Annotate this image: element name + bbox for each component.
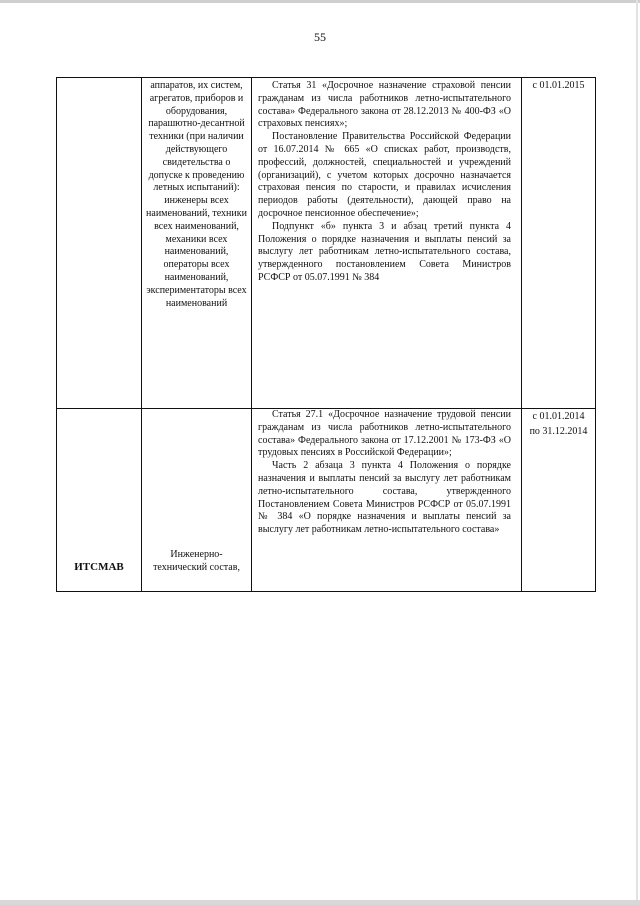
table-row — [57, 409, 596, 592]
table-row — [57, 78, 596, 409]
basis-paragraph: Часть 2 абзаца 3 пункта 4 Положения о порядке назначения и выплаты пенсий за выслугу лет работникам летно-испытательного состава, утвержденного Постановлением Совета Министров РСФСР от 05.07.1991 № 384 «О порядке назначения и выплаты пенсий за выслугу лет работникам летно-испытательного состава» — [258, 460, 511, 536]
scan-edge-bottom — [0, 900, 640, 905]
basis-paragraph: Статья 27.1 «Досрочное назначение трудовой пенсии гражданам из числа работников летно-испытательного состава» Федерального закона от 17.12.2001 № 173-ФЗ «О трудовых пенсиях в Российской Федерации»; — [258, 409, 511, 459]
organization-code: ИТСМАВ — [74, 561, 124, 573]
date-cell — [522, 409, 596, 592]
date-end: по 31.12.2014 — [529, 425, 588, 437]
legal-basis-cell — [252, 409, 522, 592]
registry-table — [56, 77, 596, 592]
legal-basis-text — [252, 78, 521, 285]
profession-cell — [142, 409, 252, 592]
profession-cell — [142, 78, 252, 409]
scan-edge-right — [636, 0, 638, 905]
scan-edge-top — [0, 0, 640, 3]
date-end — [522, 93, 595, 95]
date-cell — [522, 78, 596, 409]
basis-paragraph: Подпункт «б» пункта 3 и абзац третий пункта 4 Положения о порядке назначения и выплаты пенсий за выслугу лет работникам летно-испытательного состава, утвержденного постановлением Совета Министров РСФСР от 05.07.1991 № 384 — [258, 220, 511, 283]
date-start: с 01.01.2014 — [532, 411, 585, 422]
organization-cell — [57, 78, 142, 409]
legal-basis-text — [252, 409, 521, 537]
basis-paragraph: Статья 31 «Досрочное назначение страховой пенсии гражданам из числа работников летно-испытательного состава» Федерального закона от 28.12.2013 № 400-ФЗ «О страховых пенсиях»; — [258, 80, 511, 130]
page-number: 55 — [314, 30, 326, 44]
organization-cell — [57, 409, 142, 592]
basis-paragraph: Постановление Правительства Российской Федерации от 16.07.2014 № 665 «О списках работ, производств, профессий, должностей, специальностей и учреждений (организаций), с учетом которых досрочно назначается страховая пенсия по старости, и правилах исчисления периодов работы (деятельности), дающей право на досрочное пенсионное обеспечение»; — [258, 131, 511, 219]
legal-basis-cell — [252, 78, 522, 409]
date-start: с 01.01.2015 — [532, 80, 585, 91]
profession-text: аппаратов, их систем, агрегатов, приборов и оборудования, парашютно-десантной техники (при наличии действующего свидетельства о допуске к проведению летных испытаний): инженеры всех наименований, техники всех наименований, механики всех наименований, операторы всех наименований, экспериментаторы всех наименований — [146, 80, 247, 309]
profession-text: Инженерно-технический состав, — [153, 549, 240, 573]
